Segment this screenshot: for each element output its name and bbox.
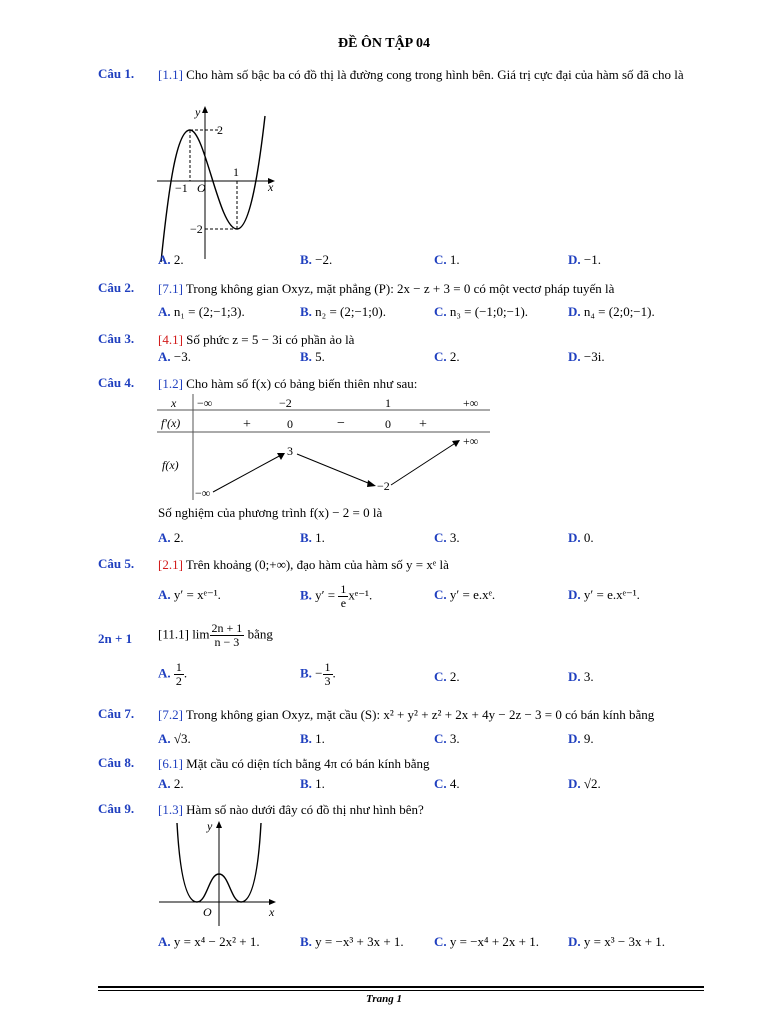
y-axis-label: y (195, 105, 201, 119)
question-1-number: Câu 1. (98, 66, 135, 81)
y-axis-label: y (207, 819, 213, 833)
table-cell: −∞ (197, 396, 213, 410)
question-5-options: A. y′ = xᵉ⁻¹. B. y′ = $\frac{1}{e}$ xᵉ⁻¹. C. y′ = e.xᵉ. D. y′ = e.xᵉ⁻¹. (158, 582, 640, 610)
tick-label: −2 (190, 222, 203, 236)
question-1-graph (155, 104, 280, 264)
question-4-stem: [1.2] Cho hàm số f(x) có bảng biến thiên như sau: (158, 376, 418, 391)
table-cell: +∞ (463, 434, 479, 448)
x-axis-label: x (269, 905, 275, 919)
page-number: Trang 1 (366, 993, 402, 1005)
question-9-graph (157, 818, 282, 928)
question-8-number: Câu 8. (98, 755, 135, 770)
table-fprime-label: f′(x) (161, 416, 181, 430)
question-7-options: A. √3. B. 1. C. 3. D. 9. (158, 731, 594, 746)
question-4-number: Câu 4. (98, 375, 135, 390)
table-cell: 0 (385, 417, 391, 431)
question-6-number: 2n + 1 (98, 631, 133, 646)
variation-table (157, 394, 492, 502)
table-cell: + (243, 417, 251, 432)
question-6-stem: [11.1] lim $\frac{2n + 1}{n - 3}$ bằng (158, 621, 273, 649)
question-8-stem: [6.1] Mặt cầu có diện tích bằng 4π có bán kính bằng (158, 756, 430, 771)
question-8-options: A. 2. B. 1. C. 4. D. √2. (158, 776, 601, 791)
table-cell: 1 (385, 396, 391, 410)
question-2-stem: [7.1] Trong không gian Oxyz, mặt phẳng (P): 2x − z + 3 = 0 có một vectơ pháp tuyến là (158, 281, 615, 296)
question-1-options: A. 2. B. −2. C. 1. D. −1. (158, 252, 601, 267)
tick-label: 1 (233, 165, 239, 179)
table-cell: −∞ (195, 486, 211, 500)
tick-label: 2 (217, 123, 223, 137)
page-title: ĐỀ ÔN TẬP 04 (338, 36, 430, 51)
footer-rule (98, 986, 704, 988)
footer-rule (98, 990, 704, 991)
question-4-stem-2: Số nghiệm của phương trình f(x) − 2 = 0 là (158, 505, 383, 520)
question-9-number: Câu 9. (98, 801, 135, 816)
question-9-stem: [1.3] Hàm số nào dưới đây có đồ thị như hình bên? (158, 802, 424, 817)
question-2-number: Câu 2. (98, 280, 135, 295)
question-1-stem: [1.1] Cho hàm số bậc ba có đồ thị là đường cong trong hình bên. Giá trị cực đại của hàm số đã cho là (158, 67, 684, 82)
question-3-options: A. −3. B. 5. C. 2. D. −3i. (158, 349, 605, 364)
table-cell: −2 (377, 479, 390, 493)
question-4-options: A. 2. B. 1. C. 3. D. 0. (158, 530, 594, 545)
question-2-options: A. n₁ = (2;−1;3). B. n₂ = (2;−1;0). C. n₃ = (−1;0;−1). D. n₄ = (2;0;−1). (158, 304, 655, 319)
origin-label: O (203, 905, 212, 919)
table-f-label: f(x) (162, 458, 179, 472)
x-axis-label: x (268, 180, 274, 194)
question-7-stem: [7.2] Trong không gian Oxyz, mặt cầu (S): x² + y² + z² + 2x + 4y − 2z − 3 = 0 có bán kính bằng (158, 707, 655, 722)
question-3-stem: [4.1] Số phức z = 5 − 3i có phần ảo là (158, 332, 355, 347)
origin-label: O (197, 181, 206, 195)
table-cell: −2 (279, 396, 292, 410)
question-5-number: Câu 5. (98, 556, 135, 571)
question-6-options: A. $\frac{1}{2}$ . B. − $\frac{1}{3}$ . C. 2. D. 3. (158, 660, 594, 688)
table-x-label: x (171, 396, 177, 410)
tick-label: −1 (175, 181, 188, 195)
table-cell: +∞ (463, 396, 479, 410)
question-7-number: Câu 7. (98, 706, 135, 721)
table-cell: + (419, 417, 427, 432)
question-9-options: A. y = x⁴ − 2x² + 1. B. y = −x³ + 3x + 1. C. y = −x⁴ + 2x + 1. D. y = x³ − 3x + 1. (158, 934, 666, 949)
table-cell: 0 (287, 417, 293, 431)
table-cell: − (337, 416, 345, 431)
question-3-number: Câu 3. (98, 331, 135, 346)
question-5-stem: [2.1] Trên khoảng (0;+∞), đạo hàm của hàm số y = xᵉ là (158, 557, 449, 572)
table-cell: 3 (287, 444, 293, 458)
